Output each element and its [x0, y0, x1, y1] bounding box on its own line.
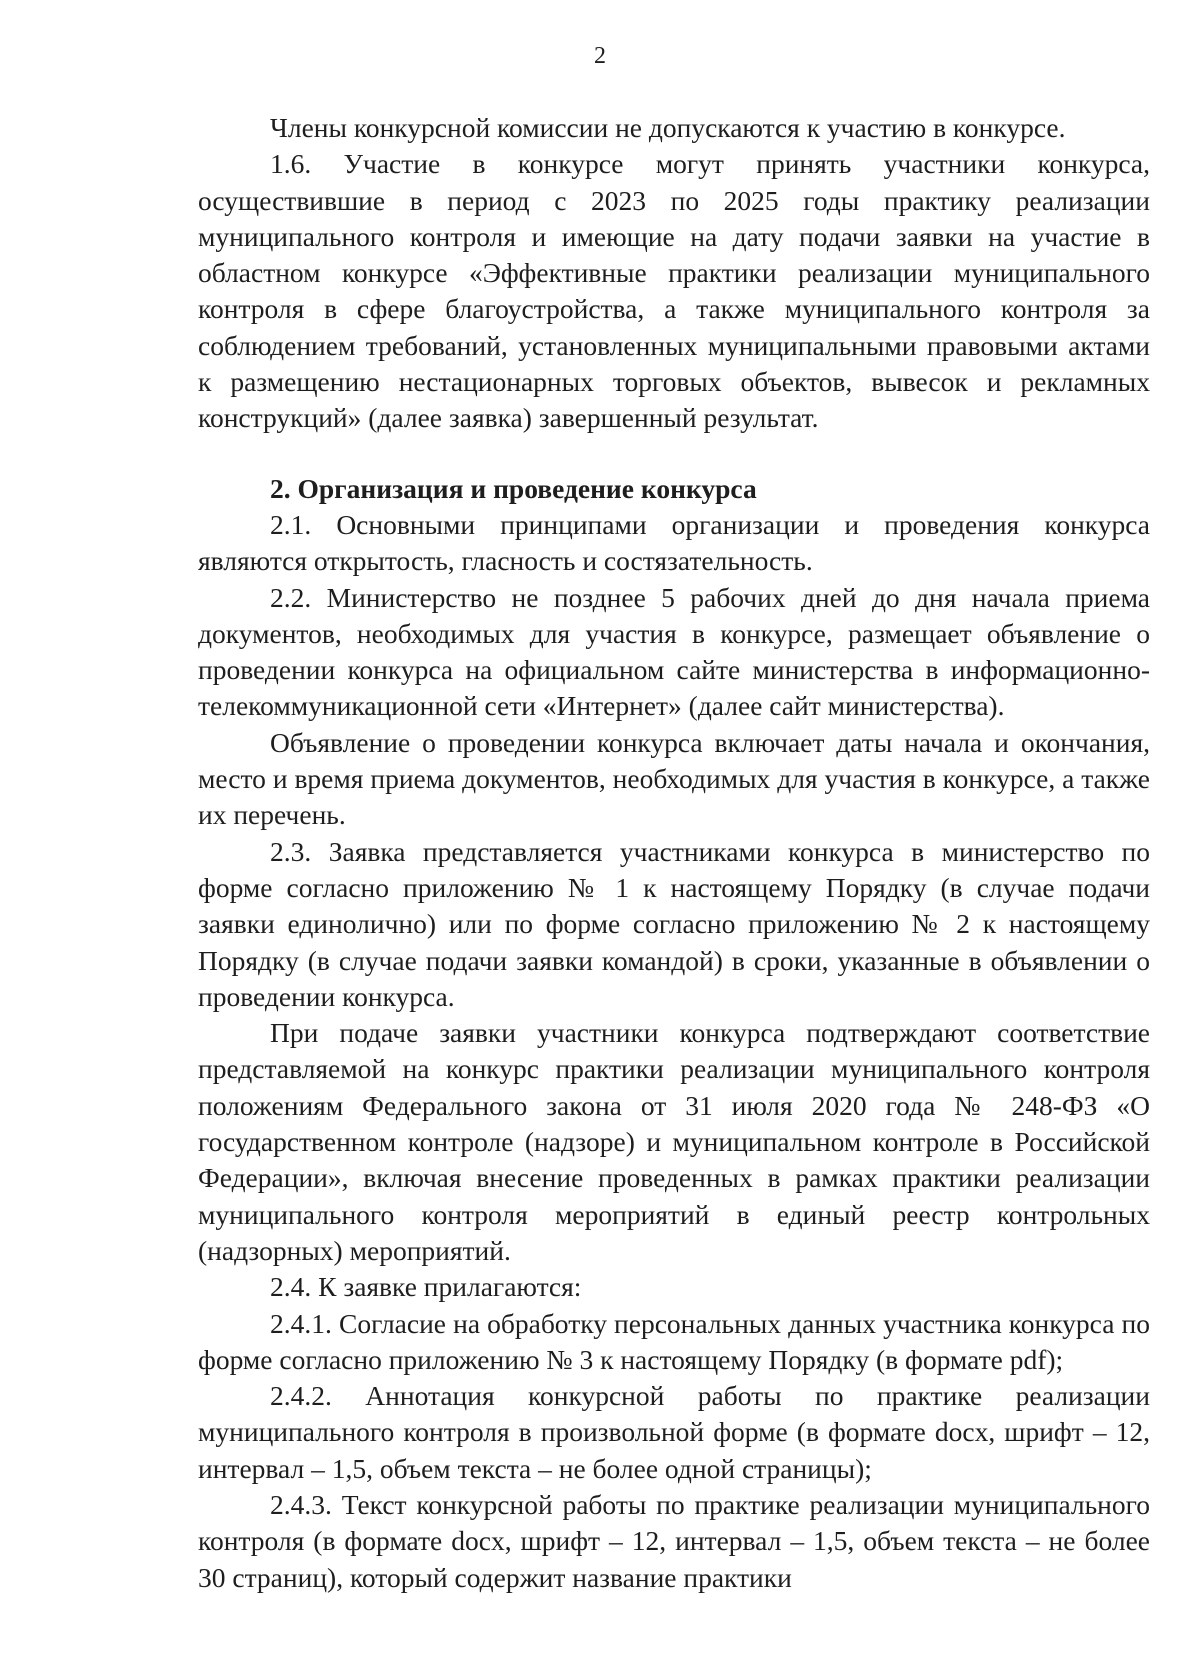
paragraph-2-3: 2.3. Заявка представляется участниками конкурса в министерство по форме согласно приложению № 1 к настоящему Порядку (в случае подачи заявки единолично) или по форме согласно приложению № 2 к настоящему Порядку (в случае подачи заявки командой) в сроки, указанные в объявлении о проведении конкурса. — [198, 835, 1150, 1012]
paragraph-2-4: 2.4. К заявке прилагаются: — [270, 1271, 582, 1303]
paragraph-commission-members: Члены конкурсной комиссии не допускаются к участию в конкурсе. — [270, 112, 1066, 143]
paragraph-2-4-2: 2.4.2. Аннотация конкурсной работы по практике реализации муниципального контроля в произвольной форме (в формате docx, шрифт – 12, интервал – 1,5, объем текста – не более одной страницы); — [198, 1380, 1150, 1484]
paragraph-2-2-announcement: Объявление о проведении конкурса включает даты начала и окончания, место и время приема документов, необходимых для участия в конкурсе, а также их перечень. — [198, 726, 1150, 831]
paragraph-2-4-3: 2.4.3. Текст конкурсной работы по практике реализации муниципального контроля (в формате docx, шрифт – 12, интервал – 1,5, объем текста – не более 30 страниц), который содержит название практики — [198, 1488, 1150, 1593]
document-body — [198, 110, 1150, 1596]
paragraph-2-2: 2.2. Министерство не позднее 5 рабочих дней до дня начала приема документов, необходимых для участия в конкурсе, размещает объявление о проведении конкурса на официальном сайте министерства в информационно-телекоммуникационной сети «Интернет» (далее сайт министерства). — [198, 581, 1150, 722]
paragraph-2-1: 2.1. Основными принципами организации и проведения конкурса являются открытость, гласность и состязательность. — [198, 508, 1150, 577]
paragraph-1-6: 1.6. Участие в конкурсе могут принять участники конкурса, осуществившие в период с 2023 по 2025 годы практику реализации муниципального контроля и имеющие на дату подачи заявки на участие в областном конкурсе «Эффективные практики реализации муниципального контроля в сфере благоустройства, а также муниципального контроля за соблюдением требований, установленных муниципальными правовыми актами к размещению нестационарных торговых объектов, вывесок и рекламных конструкций» (далее заявка) завершенный результат. — [198, 148, 1150, 434]
page-number: 2 — [594, 43, 606, 69]
paragraph-2-4-1: 2.4.1. Согласие на обработку персональных данных участника конкурса по форме согласно приложению № 3 к настоящему Порядку (в формате pdf); — [198, 1307, 1150, 1375]
paragraph-2-3-confirmation: При подаче заявки участники конкурса подтверждают соответствие представляемой на конкурс практики реализации муниципального контроля положениям Федерального закона от 31 июля 2020 года № 248-ФЗ «О государственном контроле (надзоре) и муниципальном контроле в Российской Федерации», включая внесение проведенных в рамках практики реализации муниципального контроля мероприятий в единый реестр контрольных (надзорных) мероприятий. — [198, 1017, 1150, 1266]
section-heading-2: 2. Организация и проведение конкурса — [270, 472, 757, 504]
